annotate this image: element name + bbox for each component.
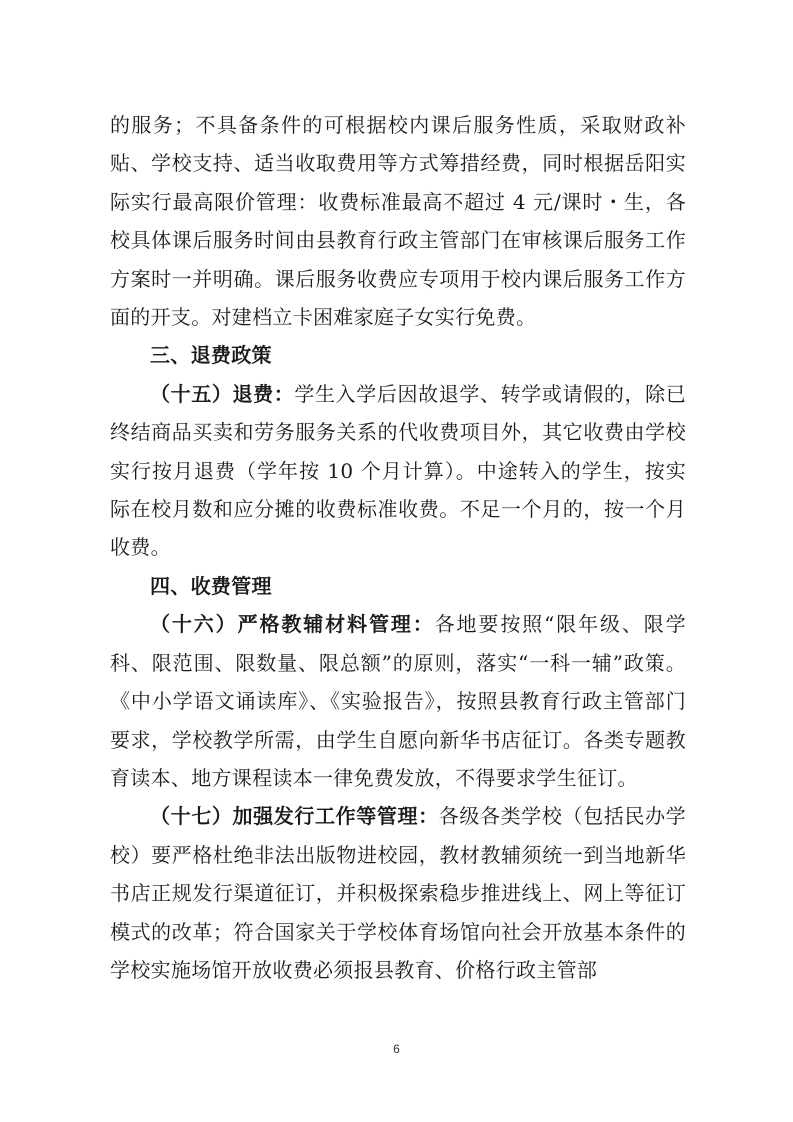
page-number: 6 bbox=[393, 1042, 400, 1056]
section-heading-refund-policy: 三、退费政策 bbox=[150, 343, 272, 368]
clause-15-refund bbox=[110, 375, 686, 567]
clause-16-teaching-materials bbox=[110, 605, 686, 797]
clause-16-text: 各地要按照“限年级、限学科、限范围、限数量、限总额”的原则，落实“一科一辅”政策。《中小学语文诵读库》、《实验报告》，按照县教育行政主管部门要求，学校教学所需，由学生自愿向新华书店征订。各类专题教育读本、地方课程读本一律免费发放，不得要求学生征订。 bbox=[110, 612, 687, 790]
clause-17-distribution-management bbox=[110, 797, 686, 989]
clause-17-text: 各级各类学校（包括民办学校）要严格杜绝非法出版物进校园，教材教辅须统一到当地新华书店正规发行渠道征订，并积极探索稳步推进线上、网上等征订模式的改革；符合国家关于学校体育场馆向社会开放基本条件的学校实施场馆开放收费必须报县教育、价格行政主管部 bbox=[110, 804, 686, 982]
clause-17-lead: （十七）加强发行工作等管理： bbox=[150, 804, 439, 829]
clause-15-text: 学生入学后因故退学、转学或请假的，除已终结商品买卖和劳务服务关系的代收费项目外，其它收费由学校实行按月退费（学年按 10 个月计算）。中途转入的学生，按实际在校月数和应分摊的收费标准收费。不足一个月的，按一个月收费。 bbox=[110, 381, 687, 560]
document-body bbox=[110, 106, 686, 989]
clause-15-lead: （十五）退费： bbox=[150, 381, 295, 406]
section-heading-fee-management: 四、收费管理 bbox=[150, 573, 272, 598]
continuation-paragraph: 的服务；不具备条件的可根据校内课后服务性质，采取财政补贴、学校支持、适当收取费用等方式筹措经费，同时根据岳阳实际实行最高限价管理：收费标准最高不超过 4 元/课时・生，各校具体课后服务时间由县教育行政主管部门在审核课后服务工作方案时一并明确。课后服务收费应专项用于校内课后服务工作方面的开支。对建档立卡困难家庭子女实行免费。 bbox=[110, 113, 686, 330]
clause-16-lead: （十六）严格教辅材料管理： bbox=[150, 612, 435, 637]
